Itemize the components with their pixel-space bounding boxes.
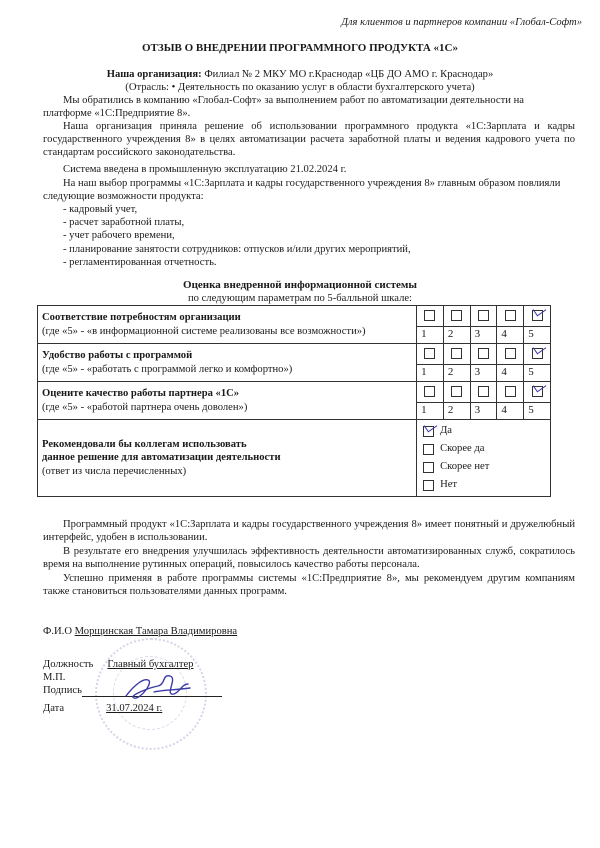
- feature-item: - планирование занятости сотрудников: отпусков и/или других мероприятий,: [63, 243, 411, 255]
- feature-item: - регламентированная отчетность.: [63, 256, 217, 268]
- recommend-row: [38, 420, 551, 497]
- criterion-hint: (где «5» - «работать с программой легко и комфортно»): [42, 363, 293, 375]
- rating-checkbox-3[interactable]: [478, 386, 489, 397]
- scale-label: 2: [443, 327, 470, 344]
- scale-label: 4: [497, 365, 524, 382]
- checkbox-icon[interactable]: [423, 462, 434, 473]
- option-rather-no[interactable]: [423, 458, 550, 476]
- checkbox-icon[interactable]: [423, 444, 434, 455]
- rating-checkbox-5-checked[interactable]: [532, 310, 543, 321]
- fio-value: Морщинская Тамара Владимировна: [74, 626, 238, 637]
- recommend-options: [417, 420, 551, 497]
- header-note: Для клиентов и партнеров компании «Глобал-Софт»: [341, 17, 582, 28]
- scale-label: 2: [443, 403, 470, 420]
- criterion-name: Удобство работы с программой: [42, 350, 193, 362]
- rating-checkbox-2[interactable]: [451, 386, 462, 397]
- rating-checkbox-5-checked[interactable]: [532, 348, 543, 359]
- criterion-row: [38, 306, 551, 327]
- criterion-row: [38, 382, 551, 403]
- scale-label: 5: [524, 403, 551, 420]
- checkbox-icon[interactable]: [423, 480, 434, 491]
- option-label: Скорее нет: [440, 461, 490, 473]
- criterion-row: [38, 344, 551, 365]
- scale-label: 5: [524, 327, 551, 344]
- rating-checkbox-4[interactable]: [505, 310, 516, 321]
- evaluation-table: [37, 305, 551, 497]
- rating-checkbox-1[interactable]: [424, 310, 435, 321]
- rating-checkbox-1[interactable]: [424, 348, 435, 359]
- option-rather-yes[interactable]: [423, 440, 550, 458]
- criterion-name: Оцените качество работы партнера «1С»: [42, 388, 240, 400]
- rating-checkbox-3[interactable]: [478, 348, 489, 359]
- rating-checkbox-3[interactable]: [478, 310, 489, 321]
- option-label: Нет: [440, 479, 458, 491]
- criterion-cell: [38, 382, 417, 420]
- feature-item: - учет рабочего времени,: [63, 230, 175, 242]
- checkbox-checked-icon[interactable]: [423, 426, 434, 437]
- scale-label: 3: [470, 327, 497, 344]
- stamp-label: М.П.: [43, 672, 66, 683]
- feature-item: - расчет заработной платы,: [63, 217, 185, 229]
- recommend-question: [38, 420, 417, 497]
- recommend-line-1: Рекомендовали бы коллегам использовать: [42, 439, 247, 451]
- paragraph-1: Мы обратились в компанию «Глобал-Софт» за выполнением работ по автоматизации деятельности на платформе «1С:Предприятие 8».: [43, 95, 524, 120]
- conclusion-1: Программный продукт «1С:Зарплата и кадры государственного учреждения 8» имеет понятный и дружелюбный интерфейс, удобен в использовании.: [43, 519, 575, 544]
- date-value: 31.07.2024 г.: [106, 703, 163, 714]
- date-label: Дата: [43, 703, 65, 714]
- scale-label: 3: [470, 365, 497, 382]
- fio-label: Ф.И.О: [43, 626, 72, 637]
- evaluation-title: Оценка внедренной информационной системы: [183, 279, 417, 291]
- scale-label: 1: [417, 365, 444, 382]
- rating-checkbox-1[interactable]: [424, 386, 435, 397]
- fio-line: [43, 625, 237, 638]
- criterion-name: Соответствие потребностям организации: [42, 312, 241, 324]
- position-label: Должность: [43, 659, 94, 670]
- sign-label: Подпись: [43, 685, 82, 696]
- industry-line: (Отрасль: • Деятельность по оказанию услуг в области бухгалтерского учета): [125, 82, 475, 93]
- option-label: Да: [440, 425, 452, 437]
- scale-label: 4: [497, 327, 524, 344]
- conclusion-2: В результате его внедрения улучшилась эффективность деятельности автоматизированных служб, сократилось время на выполнение рутинных операций, повысилось качество работы персонала.: [43, 546, 575, 571]
- scale-label: 2: [443, 365, 470, 382]
- recommend-hint: (ответ из числа перечисленных): [42, 465, 187, 477]
- scale-label: 1: [417, 327, 444, 344]
- scale-label: 1: [417, 403, 444, 420]
- option-label: Скорее да: [440, 443, 485, 455]
- scale-label: 3: [470, 403, 497, 420]
- criterion-cell: [38, 306, 417, 344]
- conclusion-3: Успешно применяя в работе программы системы «1С:Предприятие 8», мы рекомендуем другим компаниям также становиться пользователями данных программ.: [43, 573, 575, 598]
- rating-checkbox-2[interactable]: [451, 348, 462, 359]
- scale-label: 5: [524, 365, 551, 382]
- organization-line: [0, 68, 600, 81]
- rating-checkbox-4[interactable]: [505, 348, 516, 359]
- scale-label: 4: [497, 403, 524, 420]
- rating-checkbox-4[interactable]: [505, 386, 516, 397]
- paragraph-3: Система введена в промышленную эксплуатацию 21.02.2024 г.: [63, 164, 347, 175]
- handwritten-signature-icon: [118, 670, 198, 706]
- position-value: Главный бухгалтер: [107, 659, 194, 670]
- option-no[interactable]: [423, 476, 550, 494]
- feature-item: - кадровый учет,: [63, 204, 138, 215]
- rating-checkbox-5-checked[interactable]: [532, 386, 543, 397]
- criterion-hint: (где «5» - «в информационной системе реализованы все возможности»): [42, 325, 366, 337]
- paragraph-2: Наша организация приняла решение об использовании программного продукта «1С:Зарплата и кадры государственного учреждения 8» в целях автоматизации расчета заработной платы и ведения кадрового учета по стандартам российского законодательства.: [43, 121, 575, 159]
- paragraph-4: На наш выбор программы «1С:Зарплата и кадры государственного учреждения 8» главным образом повлияли следующие возможности продукта:: [43, 178, 561, 203]
- organization-name: Филиал № 2 МКУ МО г.Краснодар «ЦБ ДО АМО г. Краснодар»: [204, 69, 494, 80]
- criterion-hint: (где «5» - «работой партнера очень доволен»): [42, 401, 248, 413]
- organization-label: Наша организация:: [106, 69, 202, 80]
- recommend-line-2: данное решение для автоматизации деятельности: [42, 452, 281, 464]
- evaluation-subtitle: по следующим параметрам по 5-балльной шкале:: [187, 293, 412, 304]
- option-yes[interactable]: [423, 422, 550, 440]
- rating-checkbox-2[interactable]: [451, 310, 462, 321]
- features-list: [63, 203, 411, 269]
- document-title: ОТЗЫВ О ВНЕДРЕНИИ ПРОГРАММНОГО ПРОДУКТА «1С»: [142, 42, 458, 54]
- criterion-cell: [38, 344, 417, 382]
